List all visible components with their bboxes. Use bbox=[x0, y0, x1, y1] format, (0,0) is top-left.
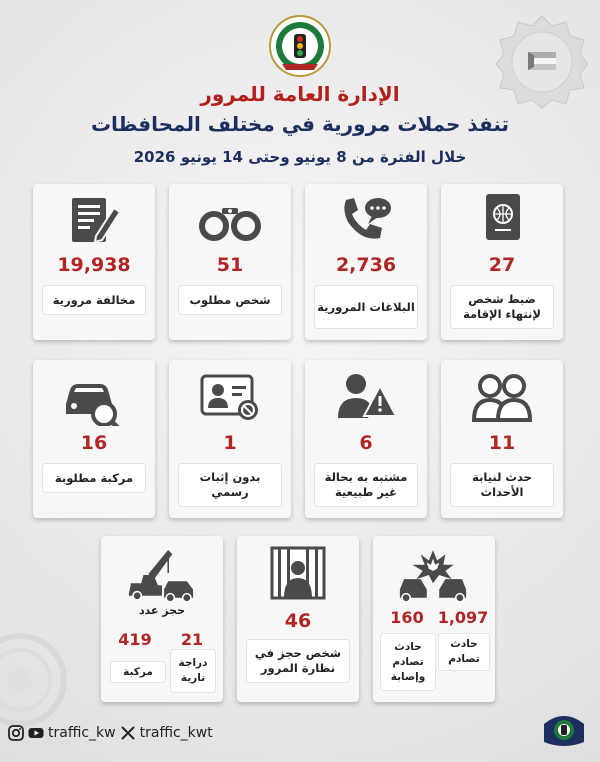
card-no-id bbox=[169, 360, 291, 518]
card-wanted-persons bbox=[169, 184, 291, 340]
car-crash-icon bbox=[385, 544, 481, 604]
stat-value: 16 bbox=[80, 432, 108, 454]
tow-truck-icon bbox=[109, 544, 215, 604]
x-handle[interactable]: traffic_kwt bbox=[139, 725, 213, 741]
card-residency bbox=[441, 184, 563, 340]
stat-label: مخالفة مرورية bbox=[43, 286, 145, 314]
card-juveniles bbox=[441, 360, 563, 518]
passport-icon bbox=[468, 192, 536, 250]
stat-value: 19,938 bbox=[57, 254, 131, 276]
stat-label: ضبط شخص لإنتهاء الإقامة bbox=[451, 286, 553, 328]
page-subtitle: تنفذ حملات مرورية في مختلف المحافظات bbox=[90, 112, 510, 136]
card-detention bbox=[237, 536, 359, 702]
accident-label: حادث تصادم bbox=[439, 634, 489, 670]
juveniles-icon bbox=[468, 368, 536, 426]
social-handles bbox=[8, 722, 213, 744]
youtube-icon[interactable] bbox=[28, 725, 44, 741]
stat-value: 6 bbox=[359, 432, 373, 454]
stat-value: 46 bbox=[284, 610, 312, 632]
id-card-blocked-icon bbox=[196, 368, 264, 426]
vehicle-label: مركبة bbox=[111, 662, 165, 682]
card-wanted-vehicles bbox=[33, 360, 155, 518]
accident-injury-label: حادث تصادم وإصابة bbox=[381, 634, 435, 690]
stat-value: 27 bbox=[488, 254, 516, 276]
period-text: خلال الفترة من 8 يونيو وحتى 14 يونيو 2026 bbox=[133, 148, 467, 166]
stat-label: شخص حجز في نظارة المرور bbox=[247, 640, 349, 682]
card-accidents bbox=[373, 536, 495, 702]
stat-value: 2,736 bbox=[335, 254, 397, 276]
jail-icon bbox=[264, 544, 332, 602]
accident-injury-value: 160 bbox=[390, 608, 424, 627]
motorcycle-label: دراجة نارية bbox=[171, 650, 215, 692]
card-reports bbox=[305, 184, 427, 340]
stat-value: 1 bbox=[223, 432, 237, 454]
page-title: الإدارة العامة للمرور bbox=[200, 82, 400, 106]
stat-value: 11 bbox=[488, 432, 516, 454]
x-icon[interactable] bbox=[120, 725, 136, 741]
suspect-warning-icon bbox=[332, 368, 400, 426]
accident-value: 1,097 bbox=[437, 608, 489, 627]
stat-label: مركبة مطلوبة bbox=[43, 464, 145, 492]
youtube-handle[interactable]: traffic_kw bbox=[48, 725, 116, 741]
impound-title: حجز عدد bbox=[138, 604, 186, 617]
traffic-department-emblem-icon bbox=[268, 14, 332, 78]
stat-label: البلاغات المرورية bbox=[315, 286, 417, 328]
car-search-icon bbox=[60, 368, 128, 426]
card-violations bbox=[33, 184, 155, 340]
card-suspects bbox=[305, 360, 427, 518]
vehicle-value: 419 bbox=[118, 630, 152, 649]
phone-chat-icon bbox=[332, 192, 400, 250]
card-impound bbox=[101, 536, 223, 702]
stat-label: حدث لنيابة الأحداث bbox=[451, 464, 553, 506]
stat-value: 51 bbox=[216, 254, 244, 276]
instagram-icon[interactable] bbox=[8, 725, 24, 741]
handcuffs-icon bbox=[196, 192, 264, 250]
stat-label: بدون إثبات رسمي bbox=[179, 464, 281, 506]
document-pen-icon bbox=[60, 192, 128, 250]
faded-emblem-icon bbox=[0, 632, 76, 728]
stat-label: شخص مطلوب bbox=[179, 286, 281, 314]
traffic-department-small-emblem-icon bbox=[540, 706, 588, 750]
motorcycle-value: 21 bbox=[180, 630, 204, 649]
stat-label: مشتبه به بحالة غير طبيعية bbox=[315, 464, 417, 506]
